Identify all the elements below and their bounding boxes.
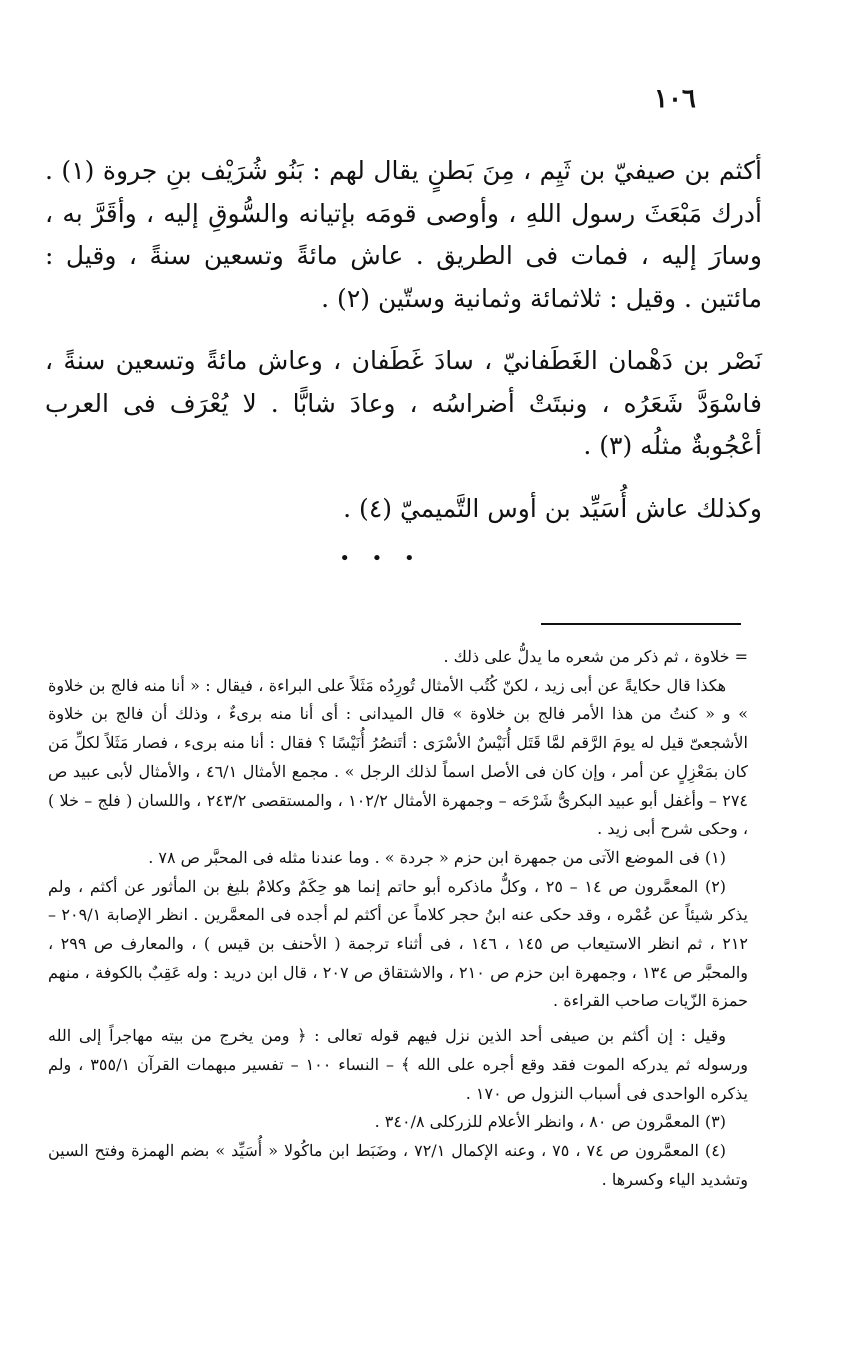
section-ornament: • • • xyxy=(339,548,423,569)
footnote-continuation-2: هكذا قال حكايةً عن أبى زيد ، لكنّ كُتُب الأمثال تُورِدُه مَثَلاً على البراءة ، فيقال : « أنا منه فالج بن خلاوة » و « كنتُ من هذا الأمر فالج بن خلاوة » قال الميدانى : أى أنا منه برىءٌ ، وذلك أن فالج بن خلاوة الأشجعىّ قيل له يومَ الرَّقم لمَّا قَتَل أُنَيْسٌ الأسْرَى : أتَنصُرُ أُنَيْسًا ؟ فقال : أنا منه برىء ، فصار مَثَلاً لكلِّ مَن كان بمَعْزِلٍ عن أمر ، وإن كان فى الأصل اسماً لذلك الرجل » . مجمع الأمثال ٤٦/١ ، والأمثال لأبى عبيد ص ٢٧٤ – وأغفل أبو عبيد البكرىُّ شَرْحَه – وجمهرة الأمثال ١٠٢/٢ ، والمستقصى ٢٤٣/٢ ، واللسان ( فلج – خلا ) ، وحكى شرح أبى زيد . xyxy=(48,675,749,839)
footnotes xyxy=(48,643,748,1194)
paragraph-usayyid: وكذلك عاش أُسَيِّد بن أوس التَّميميّ (٤) . xyxy=(343,493,762,523)
footnote-continuation: = خلاوة ، ثم ذكر من شعره ما يدلُّ على ذلك . xyxy=(443,647,748,666)
footnote-2-continued: وقيل : إن أكثم بن صيفى أحد الذين نزل فيهم قوله تعالى : ﴿ ومن يخرج من بيته مهاجراً إلى الله ورسوله ثم يدركه الموت فقد وقع أجره على الله ﴾ – النساء ١٠٠ – تفسير مبهمات القرآن ٣٥٥/١ ، ولم يذكره الواحدى فى أسباب النزول ص ١٧٠ . xyxy=(48,1026,749,1103)
footnote-3: (٣) المعمَّرون ص ٨٠ ، وانظر الأعلام للزركلى ٣٤٠/٨ . xyxy=(374,1112,726,1132)
paragraph-nasr: نَصْر بن دَهْمان الغَطَفانيّ ، سادَ غَطَفان ، وعاش مائةً وتسعين سنةً ، فاسْوَدَّ شَعَرُه ، ونبتَتْ أضراسُه ، وعادَ شابًّا . لا يُعْرَف فى العرب أعْجُوبةٌ مثلُه (٣) . xyxy=(45,346,762,460)
page-number: ١٠٦ xyxy=(654,84,696,114)
footnote-2: (٢) المعمَّرون ص ١٤ – ٢٥ ، وكلُّ ماذكره أبو حاتم إنما هو حِكَمٌ وكلامٌ بليغ بن المأثور عن أكثم ، ولم يذكر شيئاً عن عُمْره ، وقد حكى عنه ابنُ حجر كلاماً عن أكثم لم أجده فى المعمَّرين . انظر الإصابة ٢٠٩/١ – ٢١٢ ، ثم انظر الاستيعاب ص ١٤٥ ، ١٤٦ ، فى أثناء ترجمة ( الأحنف بن قيس ) ، والمعارف ص ٢٩٩ ، والمحبَّر ص ١٣٤ ، وجمهرة ابن حزم ص ٢١٠ ، والاشتقاق ص ٢٠٧ ، قال ابن دريد : وله عَقِبٌ بالكوفة ، منهم حمزة الزّيات صاحب القراءة . xyxy=(48,876,749,1011)
footnote-rule xyxy=(541,623,741,625)
paragraph-aktham: أكثم بن صيفيّ بن ثَيِم ، مِنَ بَطنٍ يقال لهم : بَنُو شُرَيْف بنِ جروة (١) . أدرك مَبْعَثَ رسول اللهِ ، وأوصى قومَه بإتيانه والسُّوقِ إليه ، وأقَرَّ به ، وسارَ إليه ، فمات فى الطريق . عاش مائةً وتسعين سنةً ، وقيل : مائتين . وقيل : ثلاثمائة وثمانية وستّين (٢) . xyxy=(45,156,762,313)
main-text xyxy=(45,150,762,530)
footnote-1: (١) فى الموضع الآتى من جمهرة ابن حزم « جردة » . وما عندنا مثله فى المحبَّر ص ٧٨ . xyxy=(148,847,726,867)
footnote-4: (٤) المعمَّرون ص ٧٤ ، ٧٥ ، وعنه الإكمال ٧٢/١ ، وضَبَط ابن ماكُولا « أُسَيِّد » بضم الهمزة وفتح السين وتشديد الياء وكسرها . xyxy=(48,1140,748,1189)
